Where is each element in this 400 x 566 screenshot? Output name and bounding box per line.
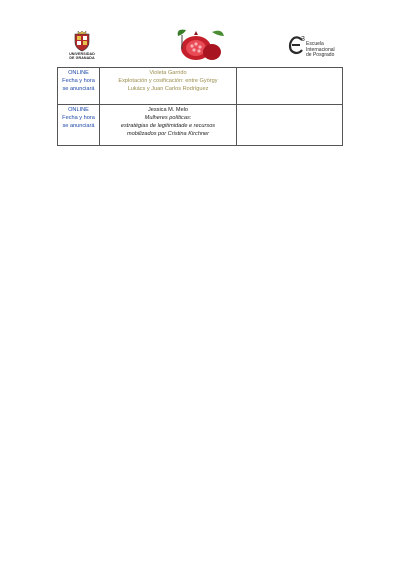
mode-label: ONLINE bbox=[68, 107, 89, 113]
university-shield-icon bbox=[72, 30, 92, 52]
table-row bbox=[58, 68, 343, 105]
talk-title-line: Lukács y Juan Carlos Rodríguez bbox=[127, 86, 209, 92]
date-line: se anunciará bbox=[62, 86, 95, 92]
e3-line-1: Escuela bbox=[306, 41, 324, 47]
date-cell bbox=[58, 68, 100, 105]
talk-title-line: mobilizados por Cristina Kirchner bbox=[126, 131, 210, 137]
university-name-line-2: DE GRANADA bbox=[69, 56, 95, 61]
table-row bbox=[58, 105, 343, 146]
talk-cell bbox=[100, 68, 237, 105]
date-line: Fecha y hora bbox=[62, 78, 95, 84]
talk-title-line: Explotación y cosificación: entre György bbox=[118, 78, 218, 84]
e3-logo bbox=[288, 34, 348, 64]
schedule-table bbox=[57, 67, 343, 146]
extra-cell bbox=[237, 68, 343, 105]
date-line: se anunciará bbox=[62, 123, 95, 129]
talk-title-line: Mulheres políticas: bbox=[144, 115, 192, 121]
talk-title-line: estratégias de legitimidade e recursos bbox=[120, 123, 216, 129]
e3-line-3: de Posgrado bbox=[306, 52, 335, 59]
mode-label: ONLINE bbox=[68, 70, 89, 76]
e3-line-2: Internacional bbox=[306, 46, 335, 53]
pomegranate-logo bbox=[172, 26, 228, 64]
university-name-line-1: UNIVERSIDAD bbox=[69, 52, 95, 56]
extra-cell bbox=[237, 105, 343, 146]
date-line: Fecha y hora bbox=[62, 115, 95, 121]
speaker-name: Jessica M. Melo bbox=[147, 107, 189, 113]
speaker-name: Violeta Garrido bbox=[149, 70, 187, 76]
pomegranate-icon bbox=[172, 26, 228, 64]
e3-logo-icon bbox=[288, 34, 308, 60]
university-logo bbox=[57, 30, 107, 66]
svg-text:3: 3 bbox=[301, 36, 305, 43]
talk-cell bbox=[100, 105, 237, 146]
date-cell bbox=[58, 105, 100, 146]
